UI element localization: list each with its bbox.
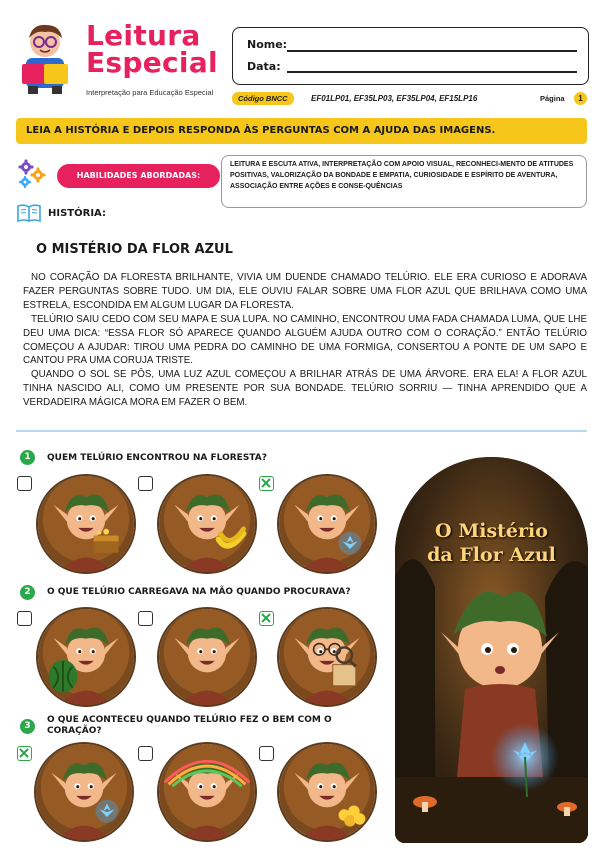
brand-title (86, 19, 218, 79)
story-paragraph: NO CORAÇÃO DA FLORESTA BRILHANTE, VIVIA UM DUENDE CHAMADO TELÚRIO. ELE ERA CURIOSO E ADORAVA FAZER PERGUNTAS SOBRE TUDO. UM DIA, ELE OUVIU FALAR SOBRE UMA FLOR AZUL QUE BRILHAVA COMO UMA ESTRELA, ESCONDIDA EM ALGUM LUGAR DA FLORESTA. (23, 272, 587, 311)
skills-list: LEITURA E ESCUTA ATIVA, INTERPRETAÇÃO COM APOIO VISUAL, RECONHECI-MENTO DE ATITUDES POSITIVAS, VALORIZAÇÃO DA BONDADE E EMPATIA, CURIOSIDADE E ESPÍRITO DE AVENTURA, ASSOCIAÇÃO ENTRE AÇÕES E CONSE-QUÊNCIAS (221, 155, 587, 208)
brand-subtitle: Interpretação para Educação Especial (86, 88, 214, 97)
bncc-codes: EF01LP01, EF35LP03, EF35LP04, EF15LP16 (311, 94, 478, 103)
brand-title-line1: Leitura (86, 19, 201, 52)
brand-logo (14, 20, 224, 100)
answer-checkbox[interactable] (259, 476, 274, 491)
section-divider (16, 430, 587, 432)
elf-with-blue-flower-picture[interactable] (34, 742, 134, 842)
bncc-badge: Código BNCC (232, 92, 294, 105)
question-text: O QUE TELÚRIO CARREGAVA NA MÃO QUANDO PROCURAVA? (47, 587, 351, 597)
elf-with-map-and-magnifier-picture[interactable] (277, 607, 377, 707)
elf-smiling-picture[interactable] (157, 607, 257, 707)
elf-under-rainbow-picture[interactable] (157, 742, 257, 842)
story-title: O MISTÉRIO DA FLOR AZUL (36, 242, 233, 257)
answer-checkbox[interactable] (259, 611, 274, 626)
answer-checkbox[interactable] (17, 746, 32, 761)
book-cover-illustration (395, 457, 588, 843)
book-cover-title-line1: O Mistério (435, 520, 548, 542)
answer-checkbox[interactable] (138, 746, 153, 761)
story-text (23, 271, 587, 410)
name-label: Nome: (247, 38, 288, 51)
answer-checkbox[interactable] (138, 476, 153, 491)
answer-checkbox[interactable] (259, 746, 274, 761)
page-label: Página (540, 94, 565, 103)
elf-with-blue-flower-picture[interactable] (277, 474, 377, 574)
book-cover-title-line2: da Flor Azul (427, 544, 556, 566)
student-info-box (232, 27, 589, 85)
reading-boy-mascot-icon (14, 20, 76, 96)
elf-with-watermelon-picture[interactable] (36, 607, 136, 707)
date-label: Data: (247, 60, 281, 73)
gears-icon (16, 158, 48, 190)
story-section-label: HISTÓRIA: (48, 208, 106, 219)
answer-checkbox[interactable] (17, 611, 32, 626)
skills-label: HABILIDADES ABORDADAS: (57, 164, 220, 188)
story-paragraph: QUANDO O SOL SE PÔS, UMA LUZ AZUL COMEÇOU A BRILHAR ATRÁS DE UMA ÁRVORE. ERA ELA! A FLOR AZUL TINHA NASCIDO ALI, COMO UM PRESENTE POR SUA BONDADE. TELÚRIO SORRIU — TINHA APRENDIDO QUE A VERDADEIRA MÁGICA MORA EM FAZER O BEM. (23, 369, 587, 409)
brand-title-line2: Especial (86, 46, 218, 79)
open-book-icon (16, 203, 42, 223)
question-text: O QUE ACONTECEU QUANDO TELÚRIO FEZ O BEM COM O CORAÇÃO? (47, 715, 332, 736)
question-number: 2 (20, 585, 35, 600)
elf-with-treasure-chest-picture[interactable] (36, 474, 136, 574)
question-text: QUEM TELÚRIO ENCONTROU NA FLORESTA? (47, 453, 267, 463)
elf-with-bananas-picture[interactable] (157, 474, 257, 574)
elf-with-gold-coins-picture[interactable] (277, 742, 377, 842)
question-number: 3 (20, 719, 35, 734)
answer-checkbox[interactable] (17, 476, 32, 491)
date-field[interactable] (287, 71, 577, 73)
book-cover-title (395, 519, 588, 567)
name-field[interactable] (287, 50, 577, 52)
answer-checkbox[interactable] (138, 611, 153, 626)
story-paragraph: TELÚRIO SAIU CEDO COM SEU MAPA E SUA LUPA. NO CAMINHO, ENCONTROU UMA FADA CHAMADA LUMA, QUE LHE DEU UMA DICA: “ESSA FLOR SÓ APARECE QUANDO ALGUÉM AJUDA OUTRO COM O CORAÇÃO.” ENTÃO TELÚRIO COMEÇOU A AJUDAR: TIROU UMA PEDRA DO CAMINHO DE UMA FORMIGA, CONSERTOU A PONTE DE UM SAPO E CANTOU PRA UMA CORUJA TRISTE. (23, 313, 587, 367)
question-number: 1 (20, 450, 35, 465)
forest-scene-icon (395, 457, 588, 843)
page-number: 1 (574, 92, 587, 105)
instruction-banner: LEIA A HISTÓRIA E DEPOIS RESPONDA ÀS PERGUNTAS COM A AJUDA DAS IMAGENS. (16, 118, 587, 144)
